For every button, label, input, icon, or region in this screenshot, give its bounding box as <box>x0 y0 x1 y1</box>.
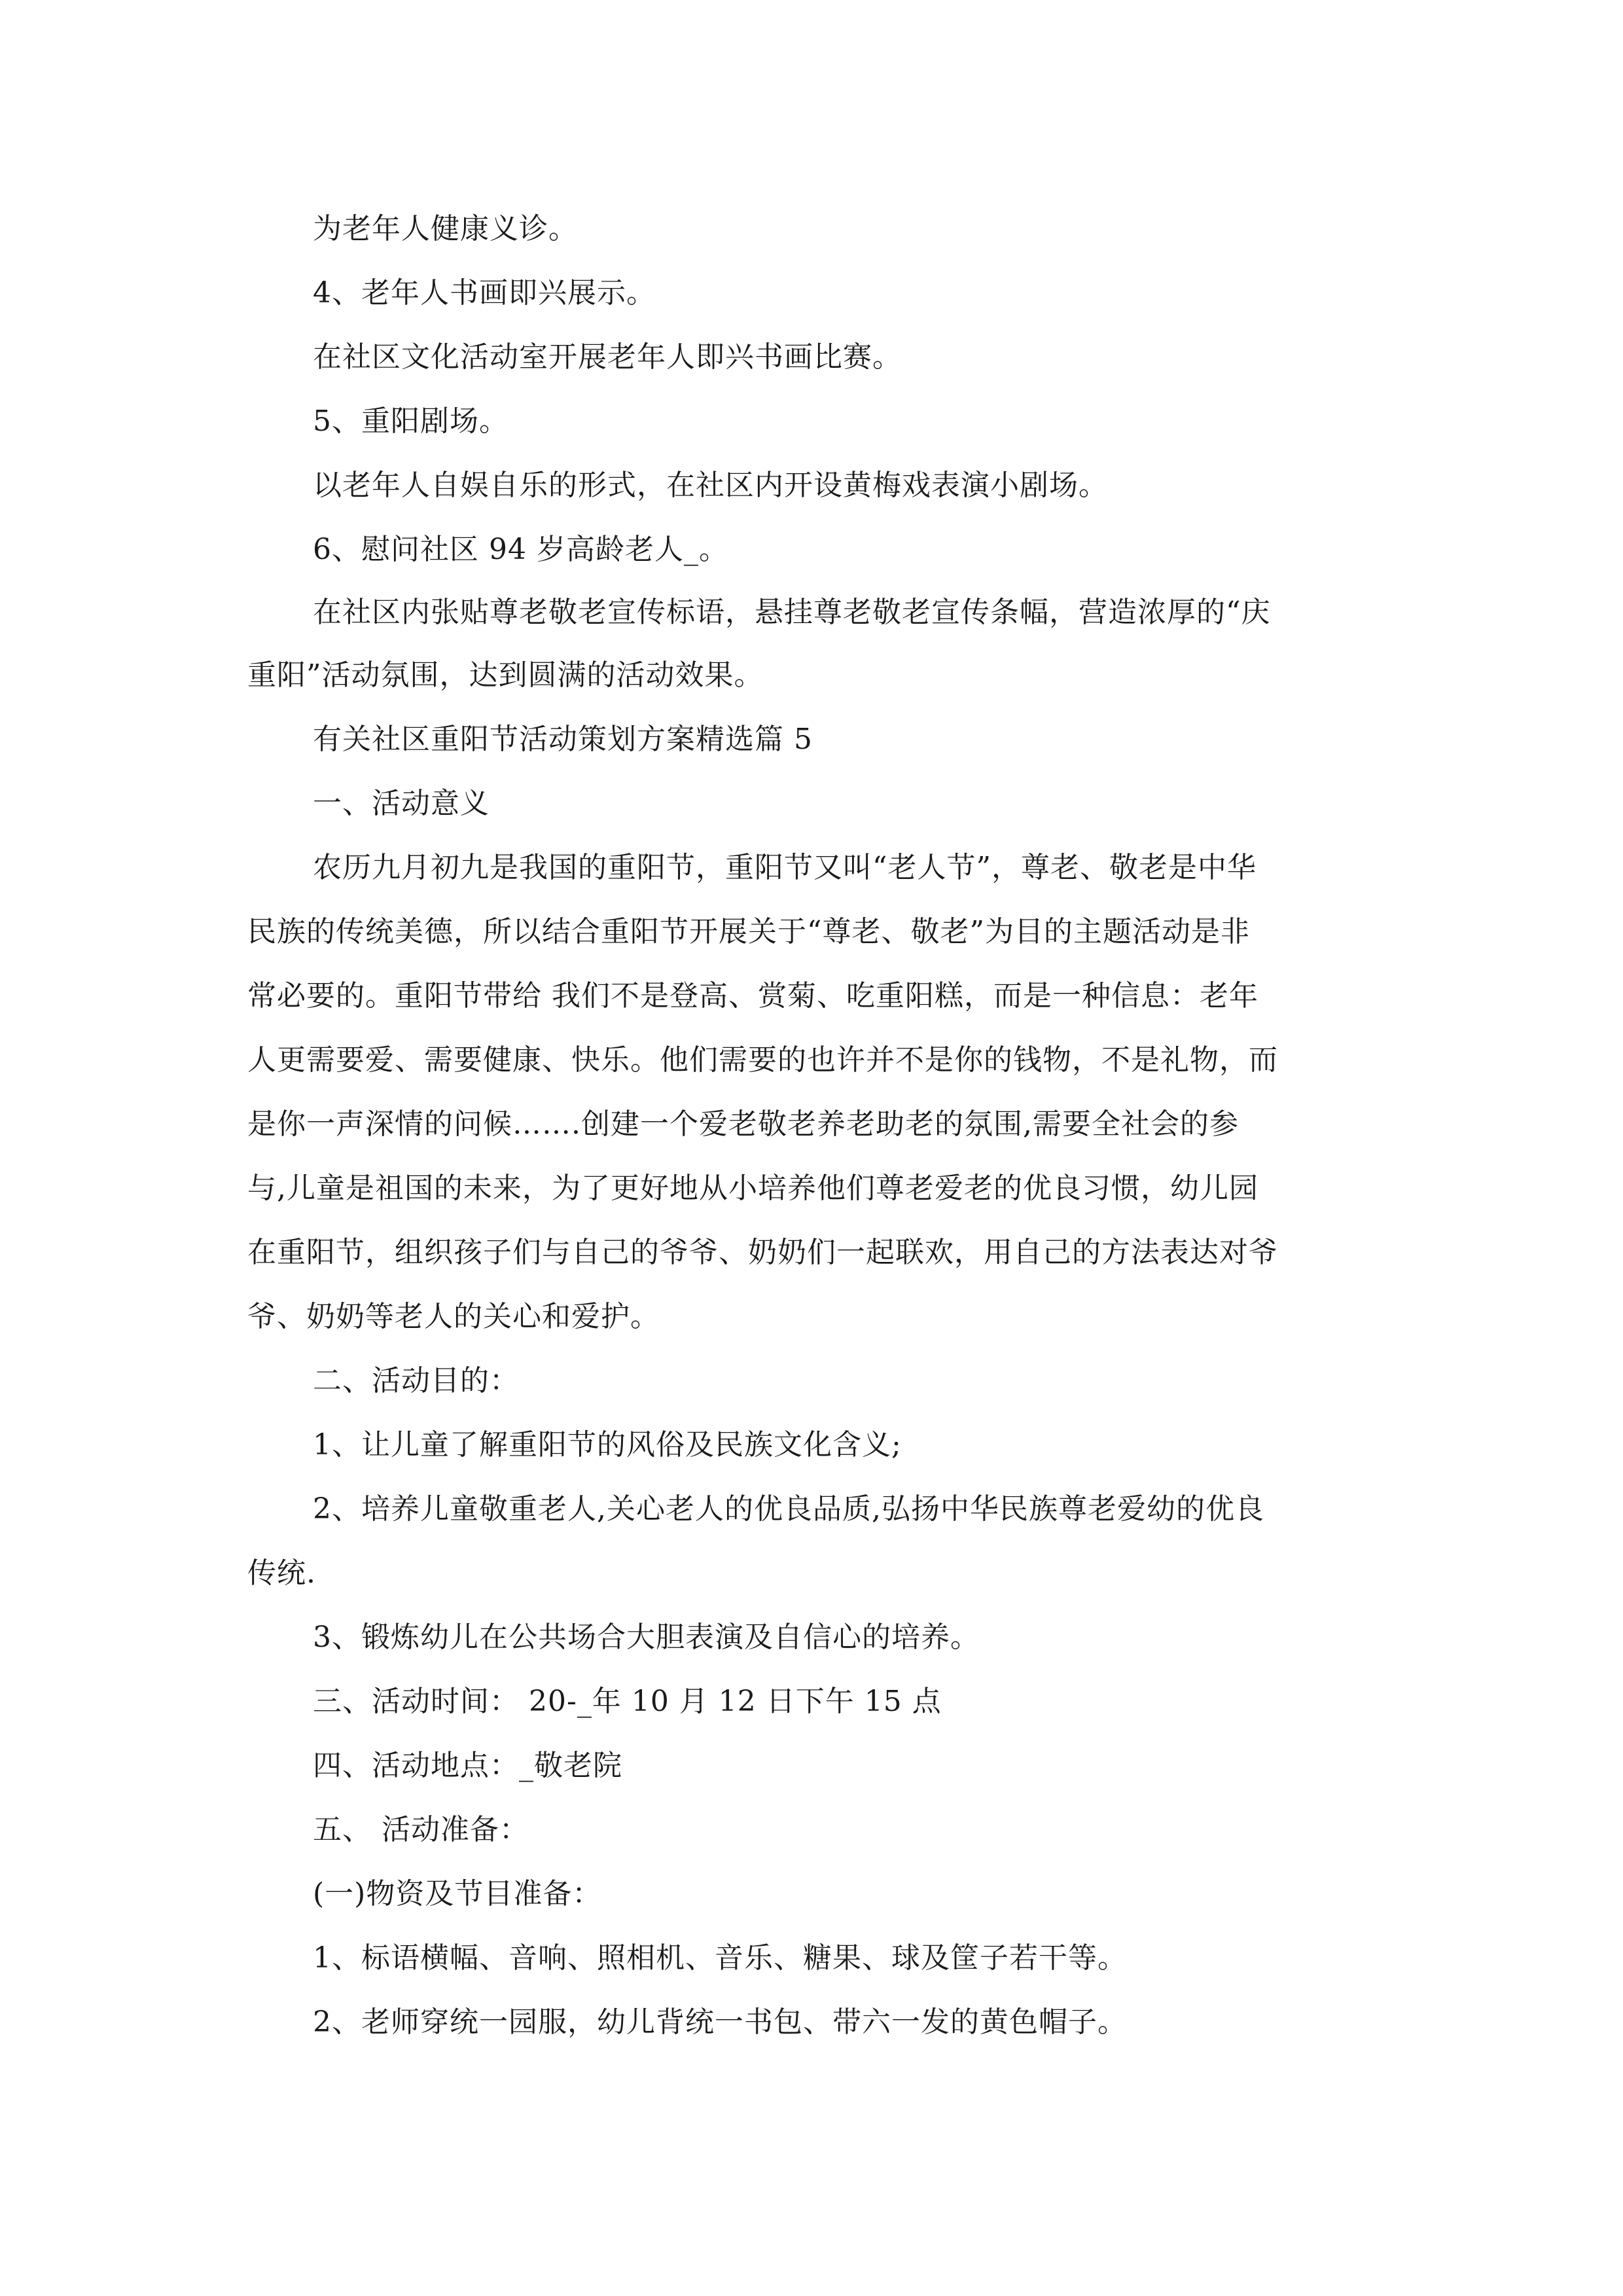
text-line: 三、活动时间： 20-_年 10 月 12 日下午 15 点 <box>313 1685 942 1718</box>
text-line: 1、让儿童了解重阳节的风俗及民族文化含义; <box>313 1428 902 1462</box>
text-line: 爷、奶奶等老人的关心和爱护。 <box>247 1300 660 1333</box>
text-line: 是你一声深情的问候…….创建一个爱老敬老养老助老的氛围,需要全社会的参 <box>247 1107 1239 1141</box>
text-line: 在社区文化活动室开展老年人即兴书画比赛。 <box>313 340 902 374</box>
text-line: 二、活动目的： <box>313 1364 519 1397</box>
text-line: 民族的传统美德，所以结合重阳节开展关于“尊老、敬老”为目的主题活动是非 <box>247 915 1250 948</box>
text-line: 常必要的。重阳节带给 我们不是登高、赏菊、吃重阳糕，而是一种信息：老年 <box>247 979 1258 1013</box>
text-line: 以老年人自娱自乐的形式，在社区内开设黄梅戏表演小剧场。 <box>313 469 1108 502</box>
text-line: 重阳”活动氛围，达到圆满的活动效果。 <box>247 658 764 692</box>
text-line: 在重阳节，组织孩子们与自己的爷爷、奶奶们一起联欢，用自己的方法表达对爷 <box>247 1236 1278 1269</box>
text-line: 四、活动地点：_敬老院 <box>313 1749 622 1782</box>
text-line: 3、锻炼幼儿在公共场合大胆表演及自信心的培养。 <box>313 1621 980 1654</box>
text-line: (一)物资及节目准备： <box>313 1877 602 1910</box>
text-line: 6、慰问社区 94 岁高龄老人_。 <box>313 533 728 566</box>
text-line: 2、培养儿童敬重老人,关心老人的优良品质,弘扬中华民族尊老爱幼的优良 <box>313 1492 1264 1526</box>
text-line: 为老年人健康义诊。 <box>313 212 578 245</box>
text-line: 与,儿童是祖国的未来，为了更好地从小培养他们尊老爱老的优良习惯，幼儿园 <box>247 1172 1258 1205</box>
text-line: 传统. <box>247 1556 316 1590</box>
text-line: 5、重阳剧场。 <box>313 404 508 438</box>
text-line: 一、活动意义 <box>313 787 490 820</box>
text-line: 在社区内张贴尊老敬老宣传标语，悬挂尊老敬老宣传条幅，营造浓厚的“庆 <box>313 596 1271 629</box>
section-heading: 有关社区重阳节活动策划方案精选篇 5 <box>313 723 813 756</box>
text-line: 1、标语横幅、音响、照相机、音乐、糖果、球及筐子若干等。 <box>313 1941 1127 1975</box>
text-line: 人更需要爱、需要健康、快乐。他们需要的也许并不是你的钱物，不是礼物，而 <box>247 1043 1278 1077</box>
text-line: 农历九月初九是我国的重阳节，重阳节又叫“老人节”，尊老、敬老是中华 <box>313 851 1257 884</box>
text-line: 4、老年人书画即兴展示。 <box>313 276 656 310</box>
text-line: 2、老师穿统一园服，幼儿背统一书包、带六一发的黄色帽子。 <box>313 2005 1127 2039</box>
text-line: 五、 活动准备： <box>313 1813 529 1846</box>
